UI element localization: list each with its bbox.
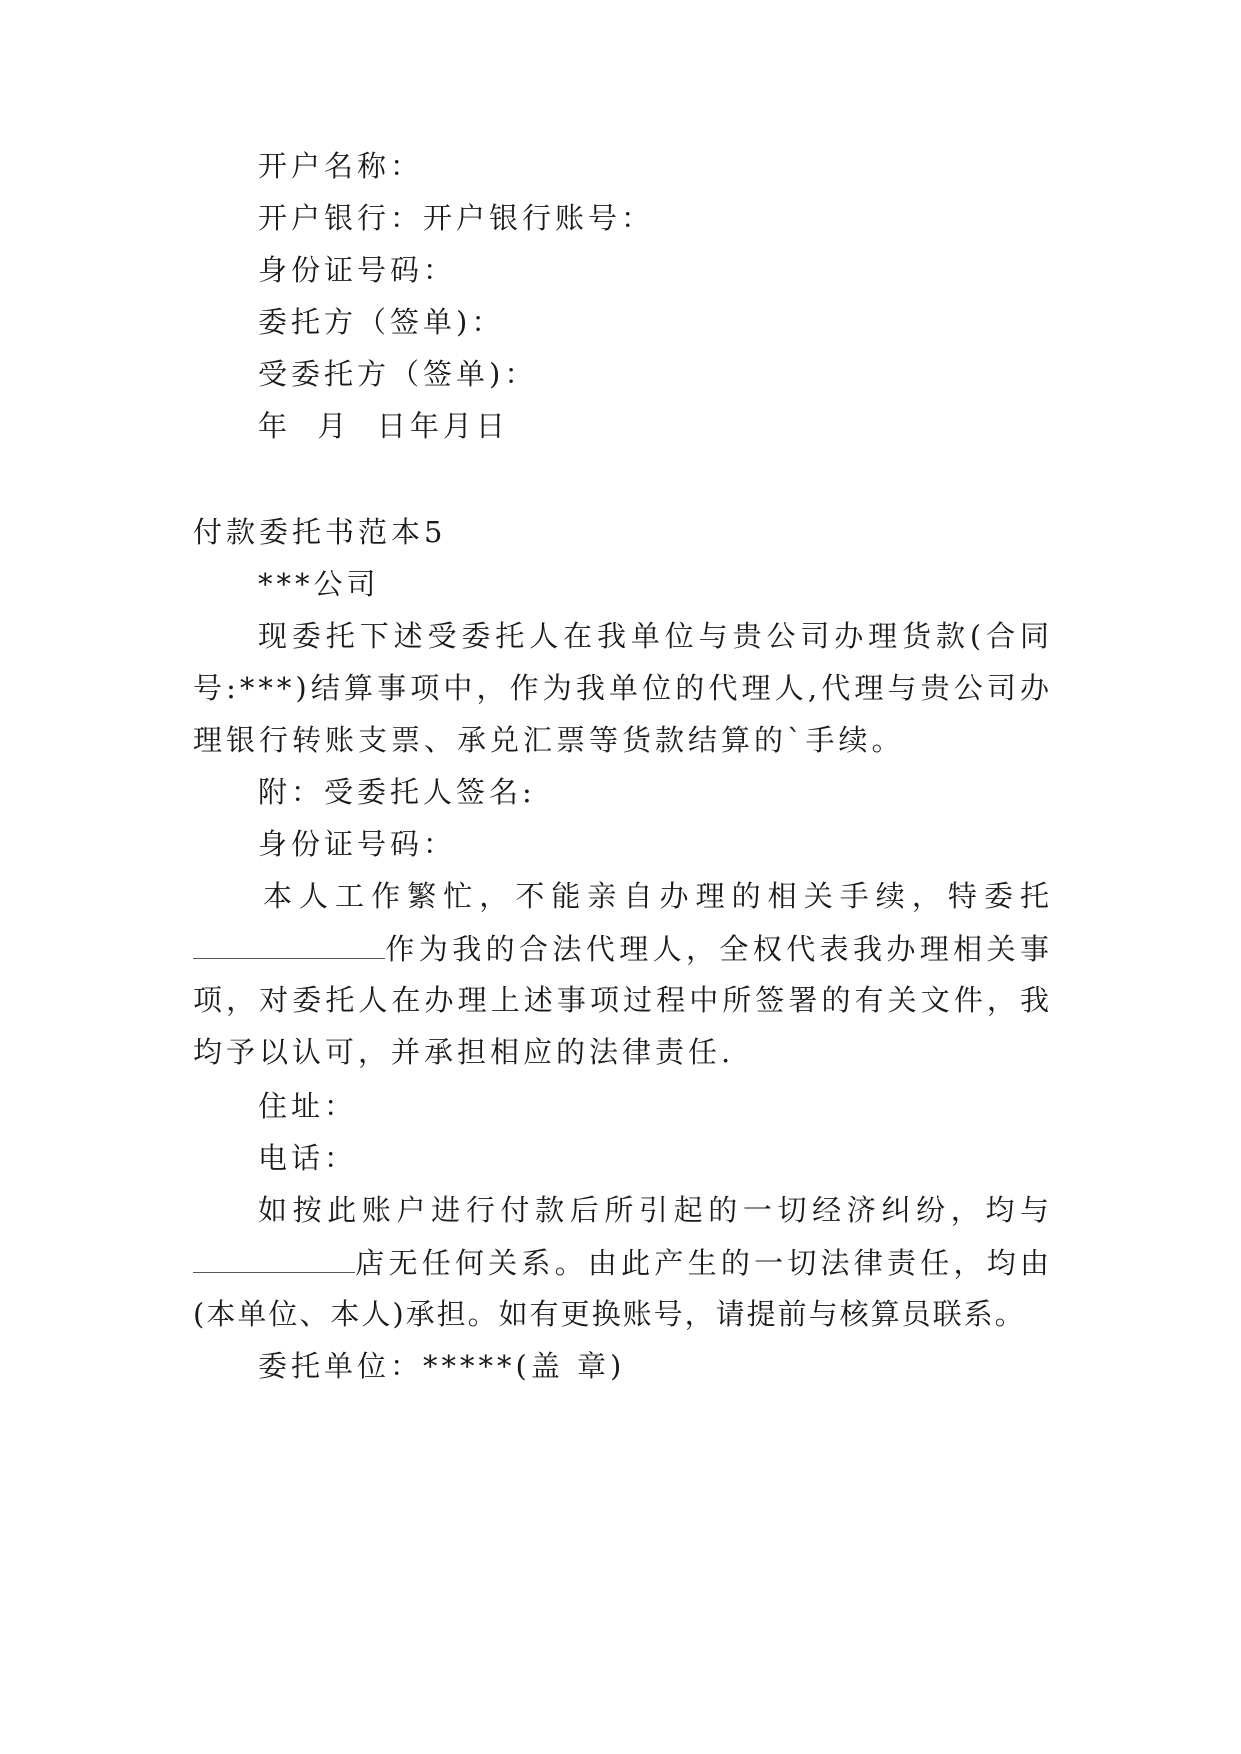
para3-line <box>193 1242 1053 1283</box>
id-number-line: 身份证号码： <box>258 253 457 287</box>
section-title: 付款委托书范本5 <box>193 515 447 549</box>
para2-line: 本人工作繁忙，不能亲自办理的相关手续，特委托 <box>263 879 1053 913</box>
para2-line2-text: 作为我的合法代理人，全权代表我办理相关事 <box>385 932 1053 966</box>
blank-underline <box>193 928 385 959</box>
account-name-line: 开户名称： <box>258 149 424 183</box>
attach-sign-line: 附：受委托人签名: <box>258 775 536 809</box>
entrusting-unit-line: 委托单位：*****(盖 章) <box>258 1349 626 1383</box>
para2-line: 项，对委托人在办理上述事项过程中所签署的有关文件，我 <box>193 983 1053 1017</box>
para1-line: 理银行转账支票、承兑汇票等货款结算的`手续。 <box>193 723 905 757</box>
address-line: 住址： <box>258 1089 358 1123</box>
para3-line: 如按此账户进行付款后所引起的一切经济纠纷，均与 <box>258 1193 1053 1227</box>
agent-sign-line: 受委托方（签单)： <box>258 357 538 391</box>
para1-line: 号:***)结算事项中，作为我单位的代理人,代理与贵公司办 <box>193 671 1053 705</box>
para3-line: (本单位、本人)承担。如有更换账号，请提前与核算员联系。 <box>193 1297 1026 1331</box>
para2-line: 均予以认可，并承担相应的法律责任. <box>193 1035 735 1069</box>
para2-line <box>193 928 1053 969</box>
para1-line: 现委托下述受委托人在我单位与贵公司办理货款(合同 <box>258 619 1053 653</box>
phone-line: 电话： <box>258 1141 358 1175</box>
blank-underline <box>193 1242 355 1273</box>
id-number-line: 身份证号码： <box>258 827 457 861</box>
date-line: 年 月 日年月日 <box>258 409 509 443</box>
company-line: ***公司 <box>258 567 380 601</box>
bank-line: 开户银行：开户银行账号： <box>258 201 655 235</box>
principal-sign-line: 委托方（签单)： <box>258 305 505 339</box>
para3-line2-text: 店无任何关系。由此产生的一切法律责任，均由 <box>355 1246 1053 1280</box>
